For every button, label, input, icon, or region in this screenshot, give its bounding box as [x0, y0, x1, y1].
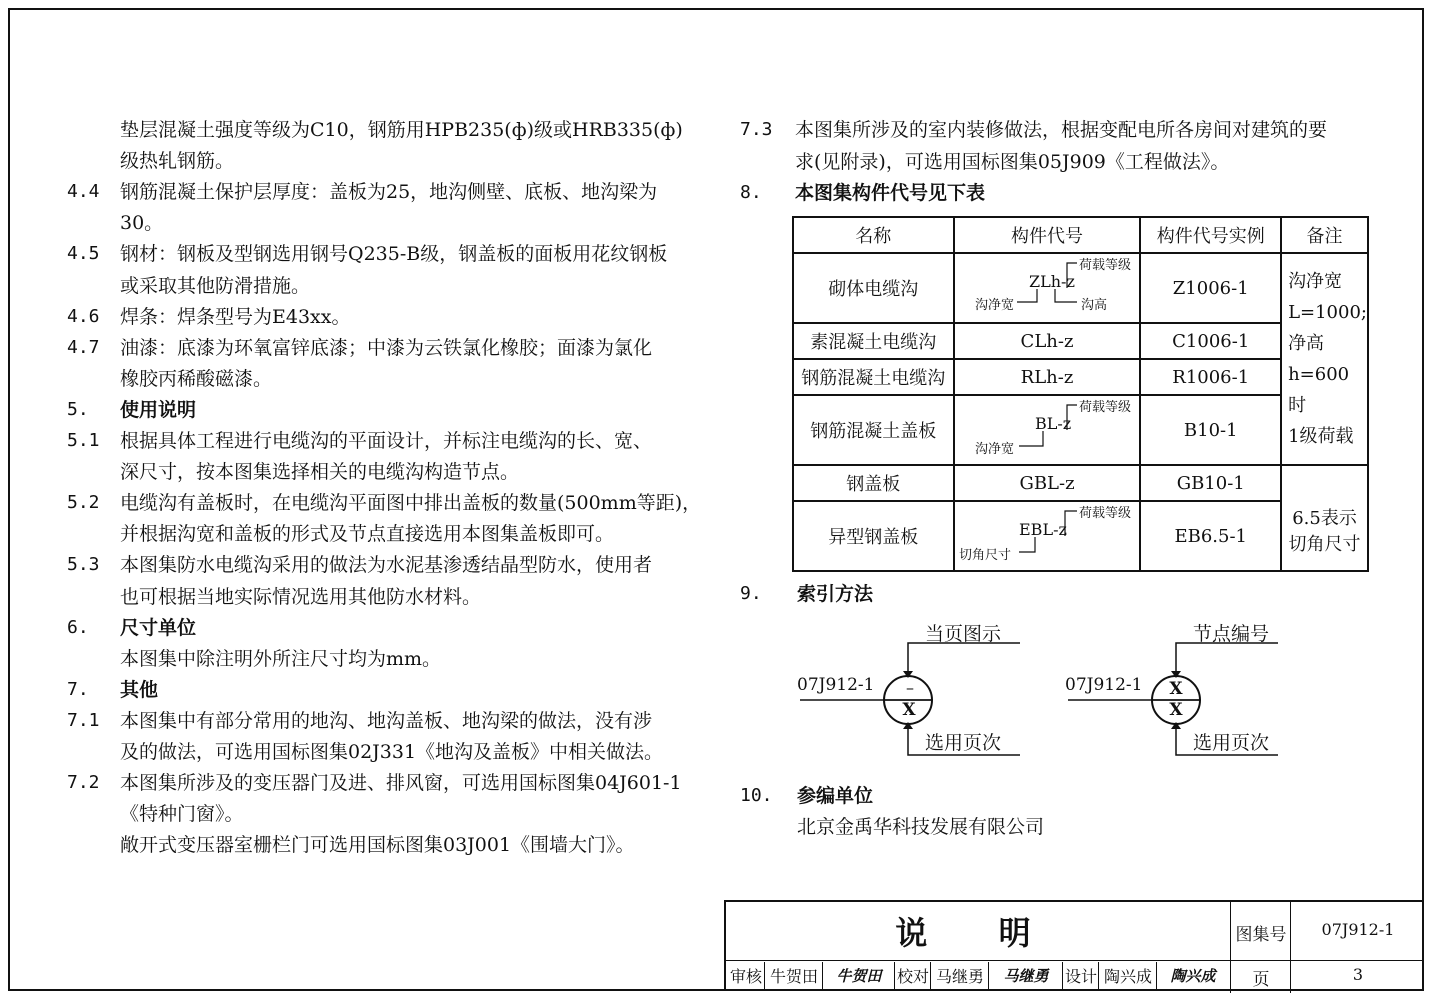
- code-symbol: [954, 253, 1141, 323]
- item-number: 5.3: [67, 554, 100, 575]
- section-heading: 参编单位: [797, 785, 874, 807]
- text-line: 橡胶丙稀酸磁漆。: [120, 368, 273, 390]
- table-header: 备注: [1281, 217, 1368, 253]
- review-label: 审核: [728, 962, 765, 991]
- table-cell: Z1006-1: [1140, 253, 1281, 323]
- table-header: 名称: [793, 217, 954, 253]
- title-divider: [726, 960, 1424, 961]
- item-number: 5.1: [67, 430, 100, 451]
- item-number: 8.: [740, 182, 762, 203]
- load-label: 荷载等级: [1079, 257, 1132, 273]
- text-line: 本图集所涉及的室内装修做法，根据变配电所各房间对建筑的要: [795, 119, 1328, 141]
- item-number: 4.4: [67, 181, 100, 202]
- table-cell: 素混凝土电缆沟: [793, 323, 954, 359]
- text-line: 并根据沟宽和盖板的形式及节点直接选用本图集盖板即可。: [120, 523, 615, 545]
- text-line: 求(见附录)，可选用国标图集05J909《工程做法》。: [795, 151, 1230, 173]
- check-label: 校对: [896, 962, 931, 991]
- code-text: ZLh-z: [1029, 271, 1075, 291]
- table-cell: B10-1: [1140, 395, 1281, 465]
- text-line: 钢材：钢板及型钢选用钢号Q235-B级，钢盖板的面板用花纹钢板: [120, 243, 668, 265]
- note-line: 沟净宽: [1288, 271, 1343, 292]
- designer-name: 陶兴成: [1100, 962, 1157, 991]
- index-bottom-label: 选用页次: [925, 732, 1002, 754]
- title-divider: [1230, 902, 1231, 993]
- table-cell: R1006-1: [1140, 359, 1281, 395]
- item-number: 4.7: [67, 337, 100, 358]
- text-line: 或采取其他防滑措施。: [120, 275, 311, 297]
- section-heading: 尺寸单位: [120, 617, 197, 639]
- section-heading: 使用说明: [120, 399, 197, 421]
- section-heading: 本图集构件代号见下表: [795, 182, 986, 204]
- title-divider: [1290, 902, 1291, 993]
- item-number: 7.3: [740, 119, 773, 140]
- note-line: 6.5表示: [1292, 508, 1357, 529]
- text-line: 及的做法，可选用国标图集02J331《地沟及盖板》中相关做法。: [120, 741, 664, 763]
- page-label: 页: [1252, 970, 1270, 990]
- item-number: 5.: [67, 399, 89, 420]
- item-number: 6.: [67, 617, 89, 638]
- title-block: [724, 900, 1424, 991]
- page-title: 说 明: [895, 914, 1061, 952]
- text-line: 电缆沟有盖板时，在电缆沟平面图中排出盖板的数量(500mm等距)，: [120, 492, 702, 514]
- table-header: 构件代号实例: [1140, 217, 1281, 253]
- table-cell: 钢筋混凝土盖板: [793, 395, 954, 465]
- component-code-table: [792, 216, 1369, 572]
- text-line: 钢筋混凝土保护层厚度：盖板为25，地沟侧壁、底板、地沟梁为: [120, 181, 658, 203]
- code-symbol: [954, 501, 1141, 571]
- note-line: 净高: [1288, 333, 1325, 354]
- table-cell: EB6.5-1: [1140, 501, 1281, 571]
- index-ref: 07J912-1: [797, 675, 875, 695]
- text-line: 30。: [120, 212, 164, 234]
- width-label: 沟净宽: [975, 297, 1015, 313]
- editor-org: 北京金禹华科技发展有限公司: [797, 816, 1045, 838]
- text-line: 本图集所涉及的变压器门及进、排风窗，可选用国标图集04J601-1: [120, 772, 682, 794]
- text-line: 本图集中除注明外所注尺寸均为mm。: [120, 648, 442, 670]
- reviewer-name: 牛贺田: [766, 962, 823, 991]
- height-label: 沟高: [1081, 297, 1108, 313]
- table-header: 构件代号: [954, 217, 1141, 253]
- section-heading: 其他: [120, 679, 159, 701]
- table-cell: 钢盖板: [793, 465, 954, 501]
- text-line: 本图集中有部分常用的地沟、地沟盖板、地沟梁的做法，没有涉: [120, 710, 653, 732]
- set-number: 07J912-1: [1321, 920, 1395, 939]
- text-line: 本图集防水电缆沟采用的做法为水泥基渗透结晶型防水，使用者: [120, 554, 653, 576]
- text-line: 级热轧钢筋。: [120, 150, 235, 172]
- width-label: 沟净宽: [975, 441, 1015, 457]
- code-symbol: [954, 395, 1141, 465]
- text-line: 敞开式变压器室栅栏门可选用国标图集03J001《围墙大门》。: [120, 834, 635, 856]
- index-upper: X: [1169, 679, 1183, 699]
- page-number: 3: [1352, 965, 1364, 984]
- section-number: 9.: [740, 583, 762, 604]
- signature-row: [726, 962, 1230, 993]
- note-cell-1: [1281, 253, 1368, 465]
- item-number: 4.6: [67, 306, 100, 327]
- reviewer-signature: 牛贺田: [824, 962, 895, 991]
- index-lower: X: [902, 700, 916, 720]
- table-cell: CLh-z: [954, 323, 1141, 359]
- index-upper: –: [906, 678, 914, 697]
- text-line: 《特种门窗》。: [120, 803, 244, 825]
- index-top-label: 当页图示: [925, 623, 1002, 645]
- code-text: EBL-z: [1019, 519, 1067, 539]
- item-number: 7.1: [67, 710, 100, 731]
- item-number: 7.2: [67, 772, 100, 793]
- checker-signature: 马继勇: [990, 962, 1063, 991]
- table-cell: 砌体电缆沟: [793, 253, 954, 323]
- index-top-label: 节点编号: [1193, 623, 1270, 645]
- text-line: 焊条：焊条型号为E43xx。: [120, 306, 351, 328]
- text-line: 垫层混凝土强度等级为C10，钢筋用HPB235(ф)级或HRB335(ф): [120, 119, 683, 141]
- load-label: 荷载等级: [1079, 399, 1132, 415]
- text-line: 深尺寸，按本图集选择相关的电缆沟构造节点。: [120, 461, 520, 483]
- index-lower: X: [1169, 700, 1183, 720]
- table-cell: 异型钢盖板: [793, 501, 954, 571]
- section-number: 10.: [740, 785, 773, 806]
- code-text: BL-z: [1035, 413, 1072, 433]
- table-cell: GBL-z: [954, 465, 1141, 501]
- cut-label: 切角尺寸: [959, 547, 1012, 563]
- checker-name: 马继勇: [932, 962, 989, 991]
- design-label: 设计: [1064, 962, 1099, 991]
- text-line: 根据具体工程进行电缆沟的平面设计，并标注电缆沟的长、宽、: [120, 430, 653, 452]
- index-ref: 07J912-1: [1065, 675, 1143, 695]
- item-number: 5.2: [67, 492, 100, 513]
- designer-signature: 陶兴成: [1170, 967, 1216, 985]
- note-line: h=600时: [1288, 364, 1350, 416]
- note-line: L=1000;: [1288, 302, 1367, 323]
- text-line: 也可根据当地实际情况选用其他防水材料。: [120, 586, 482, 608]
- text-line: 油漆：底漆为环氧富锌底漆；中漆为云铁氯化橡胶；面漆为氯化: [120, 337, 653, 359]
- section-heading: 索引方法: [797, 583, 874, 605]
- note-cell-2: [1281, 465, 1368, 571]
- set-label: 图集号: [1235, 925, 1287, 945]
- note-line: 1级荷载: [1288, 426, 1354, 447]
- note-line: 切角尺寸: [1288, 534, 1361, 555]
- index-bottom-label: 选用页次: [1193, 732, 1270, 754]
- table-cell: RLh-z: [954, 359, 1141, 395]
- table-cell: GB10-1: [1140, 465, 1281, 501]
- item-number: 4.5: [67, 243, 100, 264]
- table-cell: C1006-1: [1140, 323, 1281, 359]
- item-number: 7.: [67, 679, 89, 700]
- table-cell: 钢筋混凝土电缆沟: [793, 359, 954, 395]
- load-label: 荷载等级: [1079, 505, 1132, 521]
